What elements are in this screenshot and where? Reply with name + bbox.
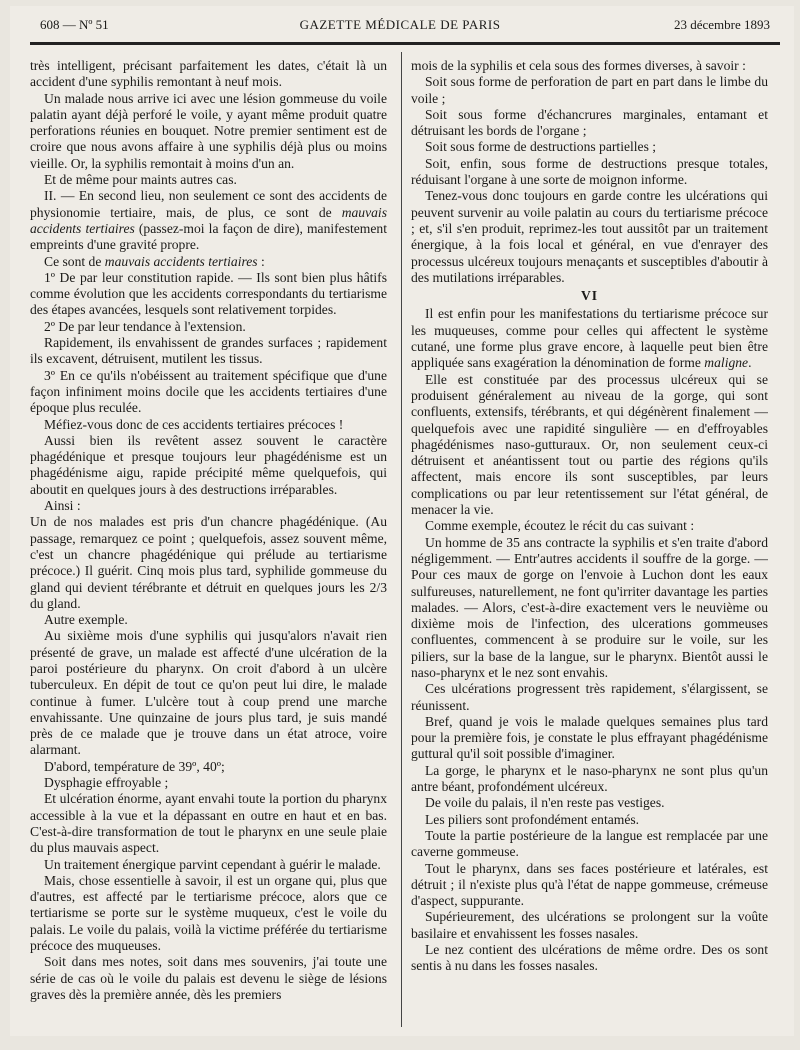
paragraph: La gorge, le pharynx et le naso-pharynx ne sont plus qu'un antre béant, profondément ulcéreux. [411, 762, 768, 795]
paragraph: Toute la partie postérieure de la langue est remplacée par une caverne gommeuse. [411, 827, 768, 860]
paragraph: Il est enfin pour les manifestations du tertiarisme précoce sur les muqueuses, comme pour celles qui affectent le système cutané, une forme plus grave encore, à laquelle peut bien être appliquée sans exagération la dénomination de forme maligne. [411, 306, 768, 371]
paragraph: Dysphagie effroyable ; [44, 775, 169, 791]
journal-title: GAZETTE MÉDICALE DE PARIS [299, 17, 501, 32]
paragraph: Un traitement énergique parvint cependant à guérir le malade. [44, 856, 381, 872]
paragraph: Mais, chose essentielle à savoir, il est un organe qui, plus que d'autres, est affecté par le tertiarisme précoce, alors que ce tertiarisme se porte sur le système muqueux, c'est le voile du palais. Le voile du palais, voilà la victime préférée du tertiarisme précoce des muqueuses. [30, 872, 387, 954]
paragraph: Le nez contient des ulcérations de même ordre. Des os sont sentis à nu dans les fosses nasales. [411, 942, 768, 974]
paragraph: 3º En ce qu'ils n'obéissent au traitement spécifique que d'une façon infiniment moins docile que les accidents tertiaires d'une époque plus reculée. [30, 367, 387, 416]
issue-date: 23 décembre 1893 [673, 17, 770, 32]
paragraph: Supérieurement, des ulcérations se prolongent sur la voûte basilaire et envahissent les fosses nasales. [411, 909, 768, 941]
paragraph: Elle est constituée par des processus ulcéreux qui se produisent généralement au niveau de la gorge, qui sont confluents, extensifs, térébrants, et qui dégénèrent finalement — quelquefois avec une rapidité singulière — en d'effroyables phagédénismes naso-gutturaux. Or, non seulement ceux-ci détruisent et anéantissent tout ou partie des régions qu'ils affectent, mais encore ils sont susceptibles, par leurs complications ou par leur retentissement sur l'état général, de menacer la vie. [411, 371, 768, 518]
paragraph: Ces ulcérations progressent très rapidement, s'élargissent, se réunissent. [411, 681, 768, 713]
paragraph: très intelligent, précisant parfaitement les dates, c'était là un accident d'une syphilis remontant à neuf mois. [30, 58, 387, 90]
issue-number: — Nº 51 [62, 17, 109, 32]
paragraph: Soit sous forme de perforation de part en part dans le limbe du voile ; [411, 74, 768, 106]
paragraph: Ainsi : [44, 498, 81, 514]
paragraph: Autre exemple. [44, 612, 128, 628]
paragraph: mois de la syphilis et cela sous des formes diverses, à savoir : [411, 58, 746, 73]
header-rule [30, 42, 780, 45]
paragraph: Ce sont de mauvais accidents tertiaires : [44, 253, 265, 269]
paragraph: 1º De par leur constitution rapide. — Ils sont bien plus hâtifs comme évolution que les accidents correspondants du tertiarisme des étapes avancées, lesquels sont relativement torpides. [30, 269, 387, 318]
paragraph: Aussi bien ils revêtent assez souvent le caractère phagédénique et presque toujours leur phagédénisme est un phagédénisme aigu, rapide précipité même quelquefois, qui aboutit en quelques jours à des destructions irréparables. [30, 432, 387, 497]
paragraph: Méfiez-vous donc de ces accidents tertiaires précoces ! [44, 416, 344, 432]
section-heading: VI [580, 288, 599, 304]
paragraph: Comme exemple, écoutez le récit du cas suivant : [425, 518, 695, 534]
paragraph: De voile du palais, il n'en reste pas vestiges. [425, 795, 665, 811]
paragraph: Soit sous forme d'échancrures marginales, entamant et détruisant les bords de l'organe ; [411, 106, 768, 139]
paragraph: Soit dans mes notes, soit dans mes souvenirs, j'ai toute une série de cas où le voile du palais est devenu le siège de lésions graves dès la première année, dès les premiers [30, 954, 387, 1002]
paragraph: Les piliers sont profondément entamés. [425, 811, 640, 827]
journal-page [10, 6, 794, 1036]
paragraph: Tout le pharynx, dans ses faces postérieure et latérales, est détruit ; il n'existe plus qu'à l'état de nappe gommeuse, crémeuse d'aspect, suppurante. [411, 860, 768, 909]
paragraph: D'abord, température de 39º, 40º; [44, 758, 225, 774]
paragraph: Bref, quand je vois le malade quelques semaines plus tard pour la première fois, je constate le plus effrayant phagédénisme guttural qu'il soit possible d'imaginer. [411, 713, 768, 762]
paragraph: Soit, enfin, sous forme de destructions presque totales, réduisant l'organe à une sorte de moignon informe. [411, 155, 768, 188]
column-divider [401, 52, 402, 1027]
paragraph: Tenez-vous donc toujours en garde contre les ulcérations qui peuvent survenir au voile palatin au cours du tertiarisme précoce ; et, s'il s'en produit, reprimez-les tout aussitôt par un traitement énergique, à la fois local et général, en vue d'enrayer des processus ulcéreux toujours menaçants et susceptibles d'aboutir à des mutilations irréparables. [411, 188, 768, 285]
paragraph: Et de même pour maints autres cas. [44, 172, 237, 188]
paragraph: Au sixième mois d'une syphilis qui jusqu'alors n'avait rien présenté de grave, un malade est affecté d'une ulcération de la paroi postérieure du pharynx. On croit d'abord à un ulcère tuberculeux. En dépit de tout ce qu'on peut lui dire, le malade continue à fumer. L'ulcère tout à coup prend une marche envahissante. Une quinzaine de jours plus tard, je suis mandé près de ce malade que je trouve dans un état atroce, voire alarmant. [30, 628, 387, 758]
paragraph: Un de nos malades est pris d'un chancre phagédénique. (Au passage, remarquez ce point ; quelquefois, assez souvent même, c'est un chancre phagédénique qui prélude au tertiarisme précoce.) Il guérit. Cinq mois plus tard, syphilide gommeuse du gland qui devient térébrante et détruit en quelques jours les 2/3 du gland. [30, 514, 387, 611]
paragraph: Un malade nous arrive ici avec une lésion gommeuse du voile palatin ayant déjà perforé le voile, y ayant même produit quatre perforations réunies en bouquet. Notre premier sentiment est de croire que nous avons affaire à une syphilis déjà plus ou moins vieille. Or, la syphilis remontait à moins d'un an. [30, 90, 387, 171]
right-column [411, 58, 768, 1028]
paragraph: Rapidement, ils envahissent de grandes surfaces ; rapidement ils excavent, détruisent, mutilent les tissus. [30, 335, 387, 367]
paragraph: Et ulcération énorme, ayant envahi toute la portion du pharynx accessible à la vue et la dépassant en outre en haut et en bas. C'est-à-dire transformation de tout le pharynx en une seule plaie du plus mauvais aspect. [30, 791, 387, 856]
paragraph: Un homme de 35 ans contracte la syphilis et s'en traite d'abord négligemment. — Entr'autres accidents il souffre de la gorge. — Pour ces maux de gorge on l'envoie à Luchon dont les eaux sulfureuses, naturellement, ne font qu'irriter davantage les parties malades. — Alors, c'est-à-dire exactement vers le neuvième ou dixième mois de l'infection, des ulcerations gommeuses confluentes, commencent à se produire sur le voile, sur les piliers, sur la base de la langue, sur le pharynx. Bientôt aussi le naso-pharynx et le nez sont envahis. [411, 534, 768, 680]
paragraph: Soit sous forme de destructions partielles ; [425, 139, 657, 155]
page-number-value: 608 [40, 17, 60, 32]
left-column [30, 58, 387, 1028]
page-header [30, 14, 770, 34]
paragraph: 2º De par leur tendance à l'extension. [44, 318, 246, 334]
paragraph: II. — En second lieu, non seulement ce sont des accidents de physionomie tertiaire, mais, de plus, ce sont de mauvais accidents tertiaires (passez-moi la façon de dire), manifestement empreints d'une gravité propre. [30, 188, 387, 253]
